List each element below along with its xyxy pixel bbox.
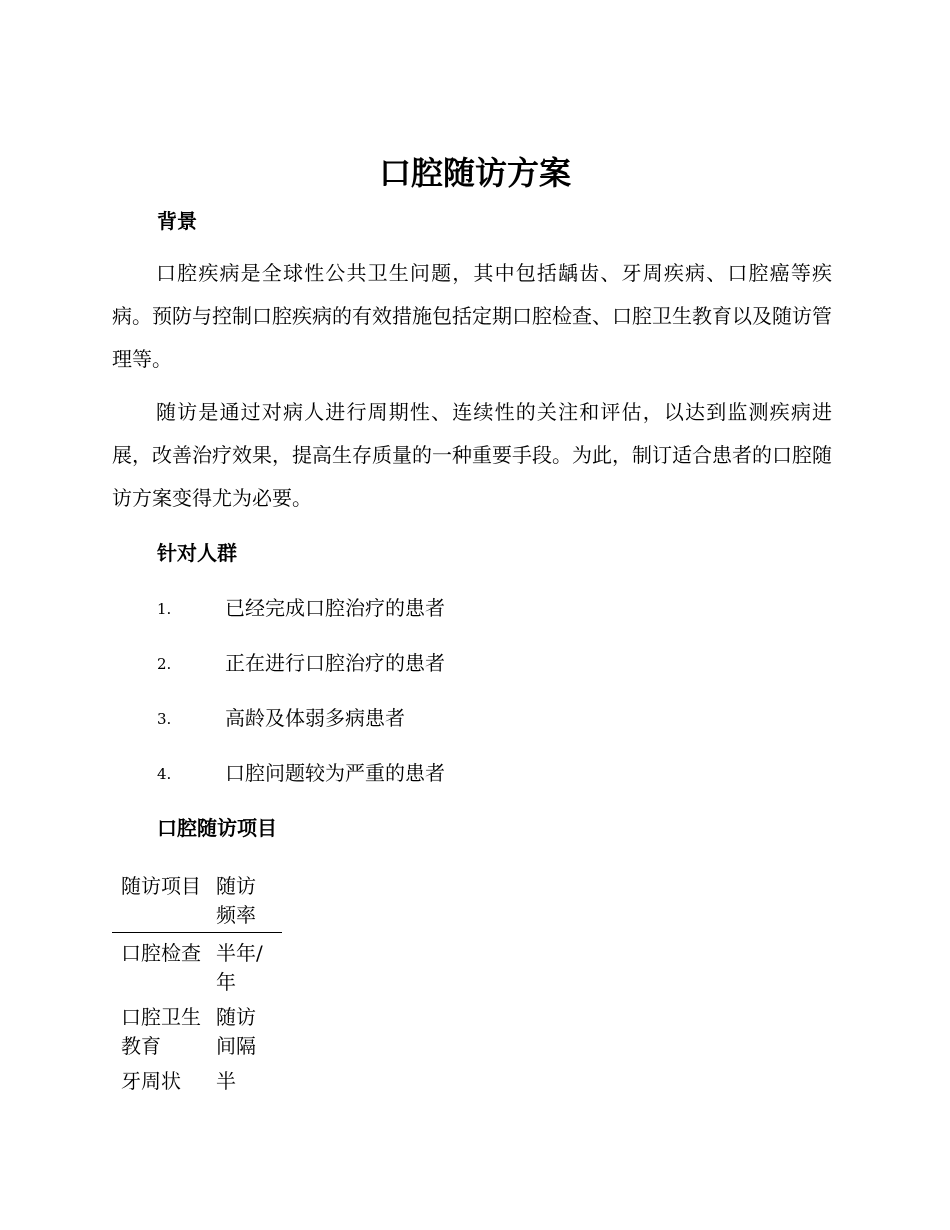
table-cell-frequency: 半 <box>216 1069 236 1093</box>
list-item-number: 4. <box>157 765 172 783</box>
list-item-text: 已经完成口腔治疗的患者 <box>225 596 445 620</box>
list-item-text: 正在进行口腔治疗的患者 <box>225 651 445 675</box>
table-header-cell-item: 随访项目 <box>121 874 201 898</box>
table-header-row <box>112 868 282 933</box>
table-header-cell-frequency: 随访频率 <box>216 874 256 927</box>
document-title: 口腔随访方案 <box>378 154 571 192</box>
background-paragraph-2: 随访是通过对病人进行周期性、连续性的关注和评估，以达到监测疾病进展，改善治疗效果，提高生存质量的一种重要手段。为此，制订适合患者的口腔随访方案变得尤为必要。 <box>112 400 832 510</box>
list-item-text: 口腔问题较为严重的患者 <box>225 761 445 785</box>
table-cell-item: 口腔检查 <box>121 941 201 965</box>
section-heading-background: 背景 <box>157 209 197 233</box>
table-row <box>112 999 282 1063</box>
list-item-number: 2. <box>157 655 172 673</box>
section-heading-target: 针对人群 <box>157 541 237 565</box>
table-row <box>112 933 282 999</box>
table-cell-frequency: 半年/年 <box>216 941 263 994</box>
table-cell-frequency: 随访间隔 <box>216 1005 256 1058</box>
followup-table <box>112 868 282 1098</box>
table-cell-item: 口腔卫生教育 <box>121 1005 201 1058</box>
list-item-number: 3. <box>157 710 172 728</box>
list-item-text: 高龄及体弱多病患者 <box>225 706 405 730</box>
table-row <box>112 1063 282 1098</box>
list-item-number: 1. <box>157 600 172 618</box>
table-cell-item: 牙周状 <box>121 1069 181 1093</box>
section-heading-items: 口腔随访项目 <box>157 816 277 840</box>
background-paragraph-1: 口腔疾病是全球性公共卫生问题，其中包括龋齿、牙周疾病、口腔癌等疾病。预防与控制口腔疾病的有效措施包括定期口腔检查、口腔卫生教育以及随访管理等。 <box>112 261 832 371</box>
